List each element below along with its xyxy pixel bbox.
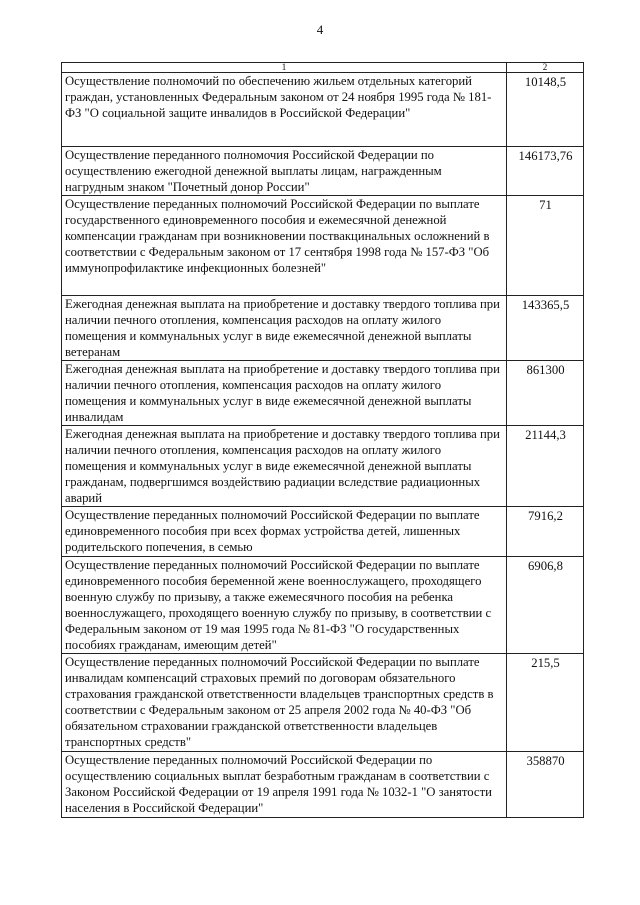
row-amount: 215,5: [507, 654, 584, 752]
row-description: Осуществление полномочий по обеспечению жильем отдельных категорий граждан, установленных Федеральным законом от 24 ноября 1995 года № 181-ФЗ "О социальной защите инвалидов в Российской Федерации": [62, 73, 507, 147]
row-description: Осуществление переданных полномочий Российской Федерации по выплате инвалидам компенсаций страховых премий по договорам обязательного страхования гражданской ответственности владельцев транспортных средств в соответствии с Федеральным законом от 25 апреля 2002 года № 40-ФЗ "Об обязательном страховании гражданской ответственности владельцев транспортных средств": [62, 654, 507, 752]
row-description: Ежегодная денежная выплата на приобретение и доставку твердого топлива при наличии печного отопления, компенсация расходов на оплату жилого помещения и коммунальных услуг в виде ежемесячной денежной выплаты инвалидам: [62, 361, 507, 426]
table-row: [62, 147, 584, 196]
row-amount: 861300: [507, 361, 584, 426]
column-header-amount: 2: [507, 63, 584, 73]
row-description: Осуществление переданных полномочий Российской Федерации по выплате государственного единовременного пособия и ежемесячной денежной компенсации гражданам при возникновении поствакцинальных осложнений в соответствии с Федеральным законом от 17 сентября 1998 года № 157-ФЗ "Об иммунопрофилактике инфекционных болезней": [62, 196, 507, 296]
row-description: Осуществление переданных полномочий Российской Федерации по выплате единовременного пособия при всех формах устройства детей, лишенных родительского попечения, в семью: [62, 507, 507, 557]
row-amount: 7916,2: [507, 507, 584, 557]
row-description: Ежегодная денежная выплата на приобретение и доставку твердого топлива при наличии печного отопления, компенсация расходов на оплату жилого помещения и коммунальных услуг в виде ежемесячной денежной выплаты гражданам, подвергшимся воздействию радиации вследствие радиационных аварий: [62, 426, 507, 507]
table-header-row: [62, 63, 584, 73]
row-description: Осуществление переданных полномочий Российской Федерации по выплате единовременного пособия беременной жене военнослужащего, проходящего военную службу по призыву, а также ежемесячного пособия на ребенка военнослужащего, проходящего военную службу по призыву, в соответствии с Федеральным законом от 19 мая 1995 года № 81-ФЗ "О государственных пособиях гражданам, имеющим детей": [62, 557, 507, 654]
table-row: [62, 426, 584, 507]
column-header-description: 1: [62, 63, 507, 73]
row-description: Ежегодная денежная выплата на приобретение и доставку твердого топлива при наличии печного отопления, компенсация расходов на оплату жилого помещения и коммунальных услуг в виде ежемесячной денежной выплаты ветеранам: [62, 296, 507, 361]
row-amount: 71: [507, 196, 584, 296]
row-amount: 358870: [507, 752, 584, 818]
row-amount: 6906,8: [507, 557, 584, 654]
table-row: [62, 654, 584, 752]
table-row: [62, 752, 584, 818]
row-amount: 146173,76: [507, 147, 584, 196]
row-amount: 143365,5: [507, 296, 584, 361]
row-description: Осуществление переданных полномочий Российской Федерации по осуществлению социальных выплат безработным гражданам в соответствии с Законом Российской Федерации от 19 апреля 1991 года № 1032-1 "О занятости населения в Российской Федерации": [62, 752, 507, 818]
table-row: [62, 361, 584, 426]
row-amount: 10148,5: [507, 73, 584, 147]
page-number: 4: [316, 22, 324, 37]
table-row: [62, 557, 584, 654]
table-row: [62, 296, 584, 361]
table-row: [62, 196, 584, 296]
table-row: [62, 507, 584, 557]
table-row: [62, 73, 584, 147]
row-amount: 21144,3: [507, 426, 584, 507]
budget-table: [61, 62, 584, 818]
row-description: Осуществление переданного полномочия Российской Федерации по осуществлению ежегодной денежной выплаты лицам, награжденным нагрудным знаком "Почетный донор России": [62, 147, 507, 196]
